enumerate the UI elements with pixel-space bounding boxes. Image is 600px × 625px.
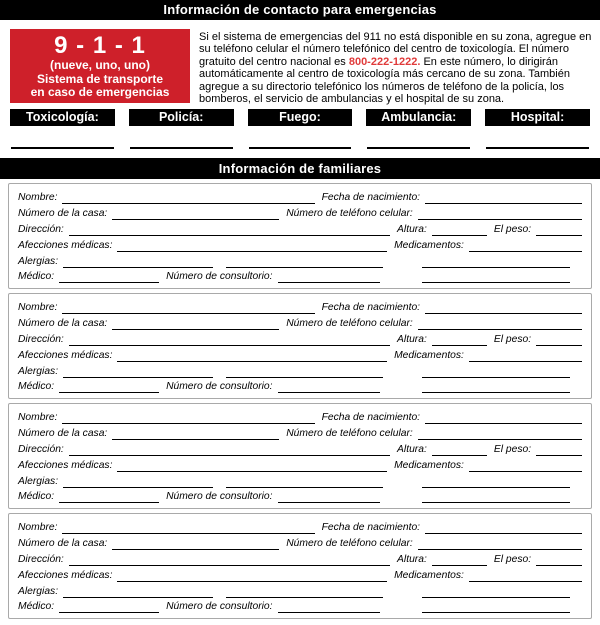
write-line-nombre xyxy=(62,311,314,314)
spacer xyxy=(383,487,422,488)
field-label-telefono-celular: Número de teléfono celular: xyxy=(286,537,413,549)
field-label-afecciones-medicas: Afecciones médicas: xyxy=(18,239,113,251)
row-address-height-weight xyxy=(18,442,582,456)
family-member-box xyxy=(8,513,592,619)
write-line-afecciones-medicas xyxy=(117,469,387,472)
write-line-medicamentos xyxy=(469,249,582,252)
row-doctor-office xyxy=(18,490,582,504)
write-line-numero-casa xyxy=(112,217,279,220)
write-line-medicamentos-cont-2 xyxy=(422,610,570,613)
field-label-numero-consultorio: Número de consultorio: xyxy=(166,601,273,613)
row-address-height-weight xyxy=(18,552,582,566)
field-label-altura: Altura: xyxy=(397,553,427,565)
emergency-contact-write-lines xyxy=(0,147,600,149)
field-label-direccion: Dirección: xyxy=(18,553,64,565)
contact-label-policia: Policía: xyxy=(129,109,234,126)
row-conditions-meds xyxy=(18,348,582,362)
write-line-fecha-nacimiento xyxy=(425,201,582,204)
write-line-alergias-1 xyxy=(63,375,213,378)
spacer xyxy=(213,377,226,378)
spacer xyxy=(213,597,226,598)
write-line-medicamentos-cont-2 xyxy=(422,500,570,503)
field-label-alergias: Alergias: xyxy=(18,365,59,377)
field-label-medico: Médico: xyxy=(18,271,55,283)
write-line-el-peso xyxy=(536,233,582,236)
write-line-fecha-nacimiento xyxy=(425,311,582,314)
write-line-alergias-1 xyxy=(63,485,213,488)
field-label-direccion: Dirección: xyxy=(18,223,64,235)
field-label-fecha-nacimiento: Fecha de nacimiento: xyxy=(321,521,421,533)
row-doctor-office xyxy=(18,270,582,284)
write-line-medico xyxy=(59,500,159,503)
emergency-instructions xyxy=(199,29,592,105)
instructions-text-1: Si el sistema de emergencias del 911 no está disponible en su zona, agregue en su teléfono celular el número telefónico del centro de toxicología. El número gratuito del centro nacional es xyxy=(199,31,592,68)
field-label-alergias: Alergias: xyxy=(18,255,59,267)
write-line-alergias-2 xyxy=(226,375,383,378)
write-line-telefono-celular xyxy=(418,217,582,220)
family-header-title: Información de familiares xyxy=(218,161,382,177)
spacer xyxy=(380,392,422,393)
row-phones xyxy=(18,206,582,220)
transport-system-line: Sistema de transporte xyxy=(36,71,164,86)
row-conditions-meds xyxy=(18,238,582,252)
emergency-info-section xyxy=(0,20,600,105)
write-line-telefono-celular xyxy=(418,437,582,440)
contact-header-title: Información de contacto para emergencias xyxy=(163,2,437,17)
write-line-alergias-1 xyxy=(63,265,213,268)
write-line-numero-consultorio xyxy=(278,610,380,613)
family-member-box xyxy=(8,183,592,289)
write-line-medico xyxy=(59,280,159,283)
spacer xyxy=(380,502,422,503)
field-label-nombre: Nombre: xyxy=(18,191,58,203)
write-line-numero-casa xyxy=(112,327,279,330)
row-address-height-weight xyxy=(18,222,582,236)
write-line-medicamentos-cont-1 xyxy=(422,485,570,488)
write-line-direccion xyxy=(69,343,390,346)
field-label-medicamentos: Medicamentos: xyxy=(394,239,464,251)
family-header-bar xyxy=(0,158,600,179)
write-line-alergias-1 xyxy=(63,595,213,598)
row-name-dob xyxy=(18,300,582,314)
write-line-numero-consultorio xyxy=(278,280,380,283)
write-line-medicamentos-cont-1 xyxy=(422,595,570,598)
contact-label-hospital: Hospital: xyxy=(485,109,590,126)
spacer xyxy=(380,282,422,283)
write-line-medicamentos-cont-2 xyxy=(422,280,570,283)
field-label-altura: Altura: xyxy=(397,223,427,235)
write-line-afecciones-medicas xyxy=(117,249,387,252)
field-label-nombre: Nombre: xyxy=(18,411,58,423)
write-line-afecciones-medicas xyxy=(117,579,387,582)
write-line-policia xyxy=(130,147,233,149)
nine-one-one-words: (nueve, uno, uno) xyxy=(50,58,150,72)
write-line-fecha-nacimiento xyxy=(425,421,582,424)
write-line-fecha-nacimiento xyxy=(425,531,582,534)
write-line-medicamentos-cont-2 xyxy=(422,390,570,393)
write-line-altura xyxy=(432,233,487,236)
write-line-numero-casa xyxy=(112,437,279,440)
row-allergies xyxy=(18,254,582,268)
contact-header-bar xyxy=(0,0,600,20)
field-label-nombre: Nombre: xyxy=(18,521,58,533)
write-line-fuego xyxy=(249,147,352,149)
field-label-numero-consultorio: Número de consultorio: xyxy=(166,271,273,283)
write-line-altura xyxy=(432,453,487,456)
field-label-altura: Altura: xyxy=(397,443,427,455)
write-line-medicamentos xyxy=(469,359,582,362)
write-line-direccion xyxy=(69,563,390,566)
write-line-ambulancia xyxy=(367,147,470,149)
field-label-numero-casa: Número de la casa: xyxy=(18,207,108,219)
spacer xyxy=(380,612,422,613)
row-phones xyxy=(18,536,582,550)
field-label-alergias: Alergias: xyxy=(18,585,59,597)
spacer xyxy=(383,377,422,378)
field-label-numero-consultorio: Número de consultorio: xyxy=(166,381,273,393)
field-label-medicamentos: Medicamentos: xyxy=(394,569,464,581)
write-line-numero-consultorio xyxy=(278,390,380,393)
field-label-afecciones-medicas: Afecciones médicas: xyxy=(18,459,113,471)
write-line-nombre xyxy=(62,421,314,424)
row-phones xyxy=(18,426,582,440)
field-label-fecha-nacimiento: Fecha de nacimiento: xyxy=(321,191,421,203)
write-line-alergias-2 xyxy=(226,485,383,488)
write-line-altura xyxy=(432,343,487,346)
row-allergies xyxy=(18,474,582,488)
spacer xyxy=(213,267,226,268)
field-label-telefono-celular: Número de teléfono celular: xyxy=(286,317,413,329)
write-line-el-peso xyxy=(536,453,582,456)
field-label-el-peso: El peso: xyxy=(493,443,532,455)
field-label-medico: Médico: xyxy=(18,491,55,503)
field-label-numero-casa: Número de la casa: xyxy=(18,427,108,439)
contact-label-fuego: Fuego: xyxy=(248,109,353,126)
spacer xyxy=(213,487,226,488)
field-label-medico: Médico: xyxy=(18,601,55,613)
write-line-telefono-celular xyxy=(418,327,582,330)
field-label-altura: Altura: xyxy=(397,333,427,345)
write-line-toxicologia xyxy=(11,147,114,149)
write-line-medico xyxy=(59,390,159,393)
write-line-numero-consultorio xyxy=(278,500,380,503)
field-label-el-peso: El peso: xyxy=(493,223,532,235)
row-name-dob xyxy=(18,520,582,534)
emergency-contact-labels xyxy=(0,109,600,126)
write-line-nombre xyxy=(62,531,314,534)
row-doctor-office xyxy=(18,600,582,614)
write-line-medicamentos xyxy=(469,579,582,582)
family-member-boxes xyxy=(0,179,600,619)
field-label-el-peso: El peso: xyxy=(493,553,532,565)
row-doctor-office xyxy=(18,380,582,394)
write-line-el-peso xyxy=(536,343,582,346)
emergency-911-box xyxy=(10,29,190,103)
family-member-box xyxy=(8,293,592,399)
field-label-telefono-celular: Número de teléfono celular: xyxy=(286,427,413,439)
write-line-telefono-celular xyxy=(418,547,582,550)
field-label-numero-consultorio: Número de consultorio: xyxy=(166,491,273,503)
spacer xyxy=(383,597,422,598)
field-label-fecha-nacimiento: Fecha de nacimiento: xyxy=(321,301,421,313)
field-label-afecciones-medicas: Afecciones médicas: xyxy=(18,569,113,581)
write-line-alergias-2 xyxy=(226,265,383,268)
field-label-direccion: Dirección: xyxy=(18,443,64,455)
write-line-medico xyxy=(59,610,159,613)
write-line-afecciones-medicas xyxy=(117,359,387,362)
row-name-dob xyxy=(18,410,582,424)
write-line-numero-casa xyxy=(112,547,279,550)
field-label-telefono-celular: Número de teléfono celular: xyxy=(286,207,413,219)
write-line-medicamentos-cont-1 xyxy=(422,375,570,378)
row-allergies xyxy=(18,584,582,598)
write-line-el-peso xyxy=(536,563,582,566)
write-line-nombre xyxy=(62,201,314,204)
write-line-medicamentos xyxy=(469,469,582,472)
write-line-direccion xyxy=(69,453,390,456)
row-address-height-weight xyxy=(18,332,582,346)
field-label-alergias: Alergias: xyxy=(18,475,59,487)
emergency-case-line: en caso de emergencias xyxy=(30,85,170,99)
family-member-box xyxy=(8,403,592,509)
field-label-el-peso: El peso: xyxy=(493,333,532,345)
poison-center-phone: 800-222-1222. xyxy=(348,55,421,68)
field-label-medico: Médico: xyxy=(18,381,55,393)
instructions-text-2: En este número, lo dirigirán automáticamente al centro de toxicología más cercano de su zona. También agregue a su directorio telefónico los números de teléfono de la policía, los bomberos, el servicio de ambulancias y el hospital de su zona. xyxy=(199,55,570,106)
write-line-hospital xyxy=(486,147,589,149)
nine-one-one-number: 9 - 1 - 1 xyxy=(54,32,146,59)
write-line-altura xyxy=(432,563,487,566)
spacer xyxy=(383,267,422,268)
field-label-numero-casa: Número de la casa: xyxy=(18,537,108,549)
row-name-dob xyxy=(18,190,582,204)
field-label-nombre: Nombre: xyxy=(18,301,58,313)
row-conditions-meds xyxy=(18,568,582,582)
contact-label-toxicologia: Toxicología: xyxy=(10,109,115,126)
field-label-afecciones-medicas: Afecciones médicas: xyxy=(18,349,113,361)
row-phones xyxy=(18,316,582,330)
row-allergies xyxy=(18,364,582,378)
contact-label-ambulancia: Ambulancia: xyxy=(366,109,471,126)
write-line-alergias-2 xyxy=(226,595,383,598)
field-label-direccion: Dirección: xyxy=(18,333,64,345)
field-label-medicamentos: Medicamentos: xyxy=(394,349,464,361)
field-label-medicamentos: Medicamentos: xyxy=(394,459,464,471)
field-label-fecha-nacimiento: Fecha de nacimiento: xyxy=(321,411,421,423)
write-line-direccion xyxy=(69,233,390,236)
row-conditions-meds xyxy=(18,458,582,472)
write-line-medicamentos-cont-1 xyxy=(422,265,570,268)
field-label-numero-casa: Número de la casa: xyxy=(18,317,108,329)
